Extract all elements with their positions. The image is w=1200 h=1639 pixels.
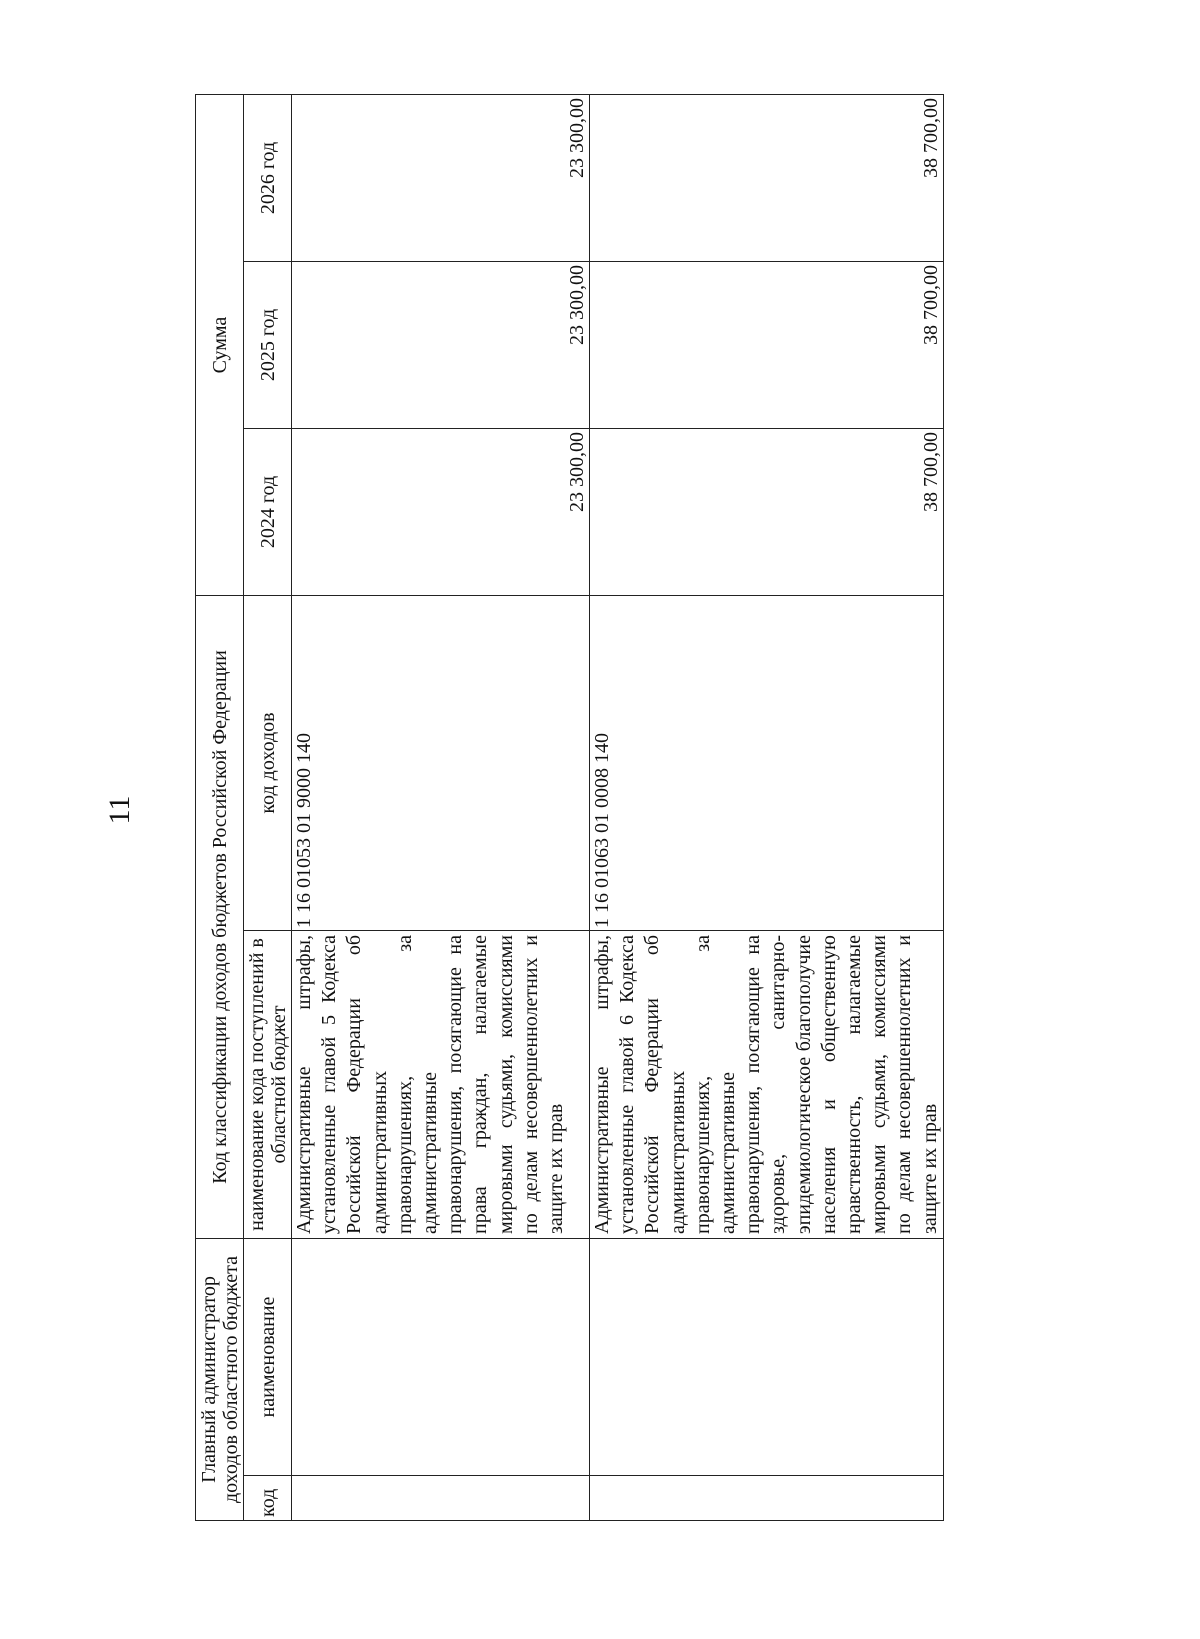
header-row-1	[196, 95, 244, 1521]
description-cell: Административные штрафы, установленные главой 5 Кодекса Российской Федерации об административных правонарушениях, за административные правонарушения, посягающие на права граждан, налагаемые мировыми судьями, комиссиями по делам несовершеннолетних и защите их прав	[292, 931, 590, 1239]
income-code-cell: 1 16 01063 01 0008 140	[590, 596, 944, 931]
header-year-2025: 2025 год	[244, 262, 292, 429]
header-classification-group: Код классификации доходов бюджетов Российской Федерации	[196, 596, 244, 1239]
header-name: наименование	[244, 1239, 292, 1476]
income-code-cell: 1 16 01053 01 9000 140	[292, 596, 590, 931]
admin-code-cell	[292, 1476, 590, 1521]
admin-name-cell	[590, 1239, 944, 1476]
admin-name-cell	[292, 1239, 590, 1476]
header-income-code-name: наименование кода поступлений в областной бюджет	[244, 931, 292, 1239]
amount-2024-cell: 23 300,00	[292, 429, 590, 596]
header-admin-group: Главный администратор доходов областного бюджета	[196, 1239, 244, 1521]
admin-code-cell	[590, 1476, 944, 1521]
revenue-table	[195, 94, 944, 1521]
page-number: 11	[103, 795, 136, 825]
header-sum-group: Сумма	[196, 95, 244, 596]
amount-2025-cell: 38 700,00	[590, 262, 944, 429]
description-cell: Административные штрафы, установленные главой 6 Кодекса Российской Федерации об административных правонарушениях, за административные правонарушения, посягающие на здоровье, санитарно-эпидемиологическое благополучие населения и общественную нравственность, налагаемые мировыми судьями, комиссиями по делам несовершеннолетних и защите их прав	[590, 931, 944, 1239]
amount-2025-cell: 23 300,00	[292, 262, 590, 429]
rotated-table-wrapper	[195, 95, 942, 1521]
header-code: код	[244, 1476, 292, 1521]
table-row	[292, 95, 590, 1521]
header-year-2024: 2024 год	[244, 429, 292, 596]
amount-2026-cell: 38 700,00	[590, 95, 944, 262]
header-year-2026: 2026 год	[244, 95, 292, 262]
amount-2026-cell: 23 300,00	[292, 95, 590, 262]
header-income-code: код доходов	[244, 596, 292, 931]
table-row	[590, 95, 944, 1521]
amount-2024-cell: 38 700,00	[590, 429, 944, 596]
header-row-2	[244, 95, 292, 1521]
